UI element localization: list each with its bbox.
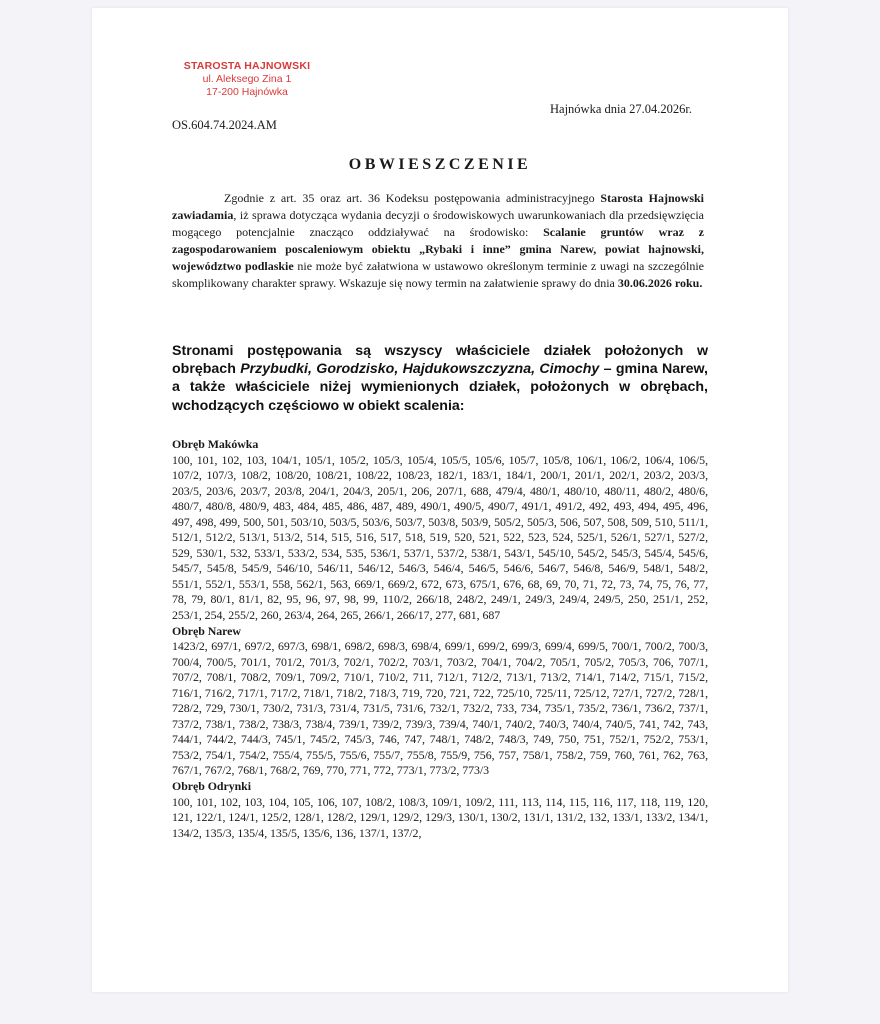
precinct-name: Obręb Makówka bbox=[172, 437, 259, 451]
parties-precinct-names: Przybudki, Gorodzisko, Hajdukowszczyzna, Cimochy bbox=[240, 361, 600, 378]
document-page bbox=[92, 8, 788, 992]
notice-authority-bold: Starosta Hajnowski zawiadamia bbox=[172, 191, 705, 223]
notice-text-3: nie może być załatwiona w ustawowo określonym terminie z uwagi na szczególnie skomplikowany charakter sprawy. Wskazuje się nowy termin na załatwienie sprawy do dnia bbox=[172, 259, 704, 291]
document-date: Hajnówka dnia 27.04.2026r. bbox=[550, 102, 692, 116]
notice-project-bold: Scalanie gruntów wraz z zagospodarowaniem poscaleniowym obiektu „Rybaki i inne” gmina Narew, powiat hajnowski, województwo podlaskie bbox=[172, 225, 704, 274]
precinct-section bbox=[172, 437, 708, 624]
precinct-name: Obręb Narew bbox=[172, 623, 241, 638]
parcel-list: 100, 101, 102, 103, 104, 105, 106, 107, 108/2, 108/3, 109/1, 109/2, 111, 113, 114, 115, 116, 117, 118, 119, 120, 121, 122/1, 124/1, 125/2, 128/1, 128/2, 129/1, 129/2, 129/3, 130/1, 130/2, 131/1, 131/2, 132, 133/1, 133/2, 134/1, 134/2, 135/3, 135/4, 135/5, 135/6, 136, 137/1, 137/2, bbox=[172, 794, 708, 840]
parcel-list: 100, 101, 102, 103, 104/1, 105/1, 105/2, 105/3, 105/4, 105/5, 105/6, 105/7, 105/8, 106/1, 106/2, 106/4, 106/5, 107/2, 107/3, 108/2, 108/20, 108/21, 108/22, 108/23, 182/1, 183/1, 184/1, 200/1, 201/1, 202/1, 203/2, 203/3, 203/5, 203/6, 203/7, 203/8, 204/1, 204/3, 205/1, 206, 207/1, 688, 479/4, 480/1, 480/10, 480/11, 480/2, 480/6, 480/7, 480/8, 480/9, 483, 484, 485, 486, 487, 489, 490/1, 490/5, 490/7, 491/1, 491/2, 492, 493, 494, 495, 496, 497, 498, 499, 500, 501, 503/10, 503/5, 503/6, 503/7, 503/8, 503/9, 505/2, 505/3, 506, 507, 508, 509, 510, 511/1, 512/1, 512/2, 513/1, 513/2, 514, 515, 516, 517, 518, 519, 520, 521, 522, 523, 524, 525/1, 526/1, 527/1, 527/2, 529, 530/1, 532, 533/1, 533/2, 534, 535, 536/1, 537/1, 537/2, 538/1, 543/1, 545/10, 545/2, 545/3, 545/4, 545/6, 545/7, 545/8, 545/9, 546/10, 546/11, 546/12, 546/3, 546/4, 546/5, 546/6, 546/7, 546/8, 546/9, 548/1, 548/2, 551/1, 552/1, 553/1, 558, 562/1, 563, 669/1, 669/2, 672, 673, 675/1, 676, 68, 69, 70, 71, 72, 73, 74, 75, 76, 77, 78, 79, 80/1, 81/1, 82, 95, 96, 97, 98, 99, 110/2, 266/18, 248/2, 249/1, 249/3, 249/4, 249/5, 250, 251/1, 252, 253/1, 254, 255/2, 260, 263/4, 264, 265, 266/1, 266/17, 277, 681, 687 bbox=[172, 452, 708, 623]
stamp-city: 17-200 Hajnówka bbox=[206, 86, 288, 98]
parcel-list: 1423/2, 697/1, 697/2, 697/3, 698/1, 698/2, 698/3, 698/4, 699/1, 699/2, 699/3, 699/4, 699/5, 700/1, 700/2, 700/3, 700/4, 700/5, 701/1, 701/2, 701/3, 702/1, 702/2, 703/1, 703/2, 704/1, 704/2, 705/1, 705/2, 705/3, 706, 707/1, 707/2, 708/1, 708/2, 709/1, 709/2, 710/1, 710/2, 711, 712/1, 712/2, 713/1, 713/2, 714/1, 714/2, 715/1, 715/2, 716/1, 716/2, 717/1, 717/2, 718/1, 718/2, 718/3, 719, 720, 721, 722, 725/10, 725/11, 725/12, 727/1, 727/2, 728/1, 728/2, 729, 730/1, 730/2, 731/3, 731/4, 731/5, 731/6, 732/1, 732/2, 733, 734, 735/1, 735/2, 736/1, 736/2, 737/1, 737/2, 738/1, 738/2, 738/3, 738/4, 739/1, 739/2, 739/3, 739/4, 740/1, 740/2, 740/3, 740/4, 740/5, 741, 742, 743, 744/1, 744/2, 744/3, 745/1, 745/2, 745/3, 746, 747, 748/1, 748/2, 748/3, 749, 750, 751, 752/1, 752/2, 753/1, 753/2, 754/1, 754/2, 755/4, 755/5, 755/6, 755/7, 755/8, 755/9, 756, 757, 758/1, 758/2, 759, 760, 761, 762, 763, 767/1, 767/2, 768/1, 768/2, 769, 770, 771, 772, 773/1, 773/2, 773/3 bbox=[172, 639, 708, 778]
parties-paragraph bbox=[172, 342, 708, 415]
notice-text-2: , iż sprawa dotycząca wydania decyzji o środowiskowych uwarunkowaniach dla przedsięwzięcia mogącego potencjalnie znacząco oddziaływać na środowisko: bbox=[172, 208, 704, 240]
document-title: OBWIESZCZENIE bbox=[348, 156, 532, 173]
notice-deadline-bold: 30.06.2026 roku. bbox=[617, 276, 703, 291]
authority-stamp bbox=[172, 60, 322, 99]
precinct-name: Obręb Odrynki bbox=[172, 779, 251, 794]
precinct-section bbox=[172, 624, 708, 779]
notice-paragraph bbox=[172, 190, 704, 293]
stamp-authority-name: STAROSTA HAJNOWSKI bbox=[183, 60, 311, 72]
precinct-section bbox=[172, 779, 708, 841]
notice-text-1: Zgodnie z art. 35 oraz art. 36 Kodeksu postępowania administracyjnego bbox=[224, 191, 601, 205]
parties-text-1: Stronami postępowania są wszyscy właściciele działek położonych w obrębach bbox=[172, 343, 708, 378]
stamp-street: ul. Aleksego Zina 1 bbox=[202, 73, 292, 85]
parties-text-2: – gmina Narew, a także właściciele niżej wymienionych działek, położonych w obrębach, wchodzących częściowo w obiekt scalenia: bbox=[172, 361, 708, 414]
reference-number: OS.604.74.2024.AM bbox=[172, 118, 277, 132]
precinct-list bbox=[172, 437, 708, 841]
